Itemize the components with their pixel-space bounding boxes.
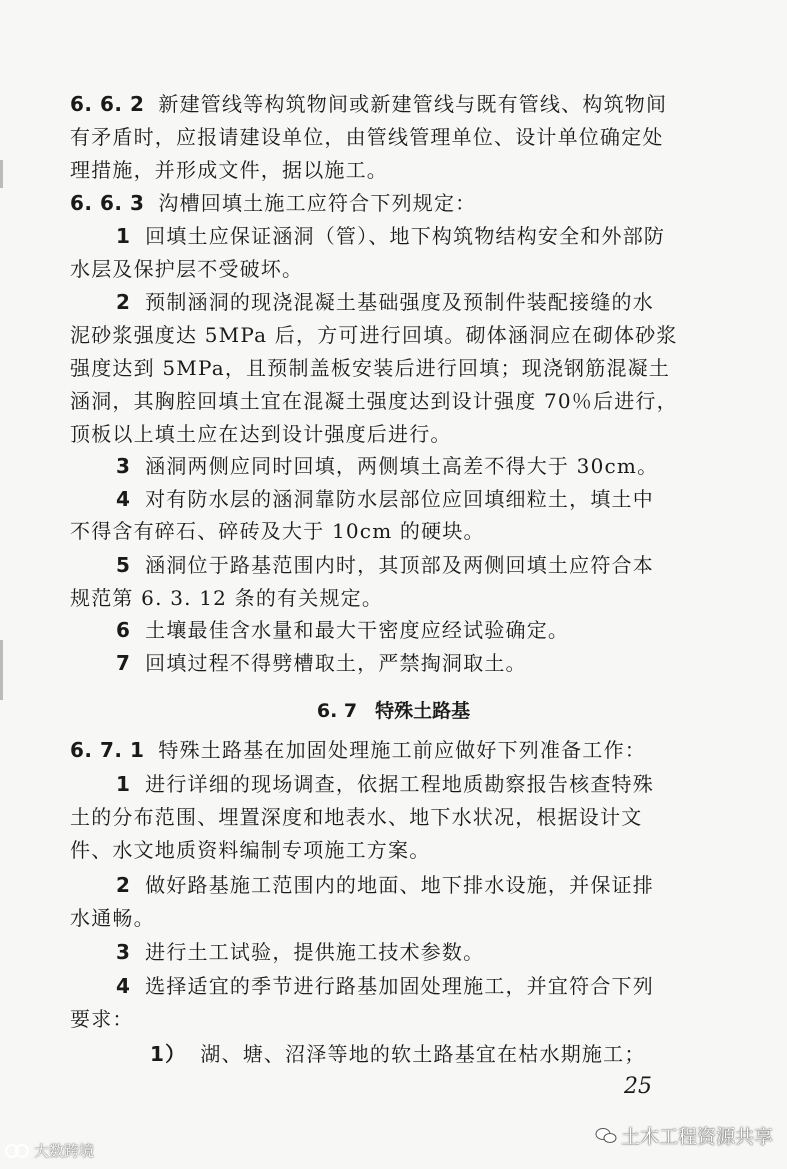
clause-6-6-3-intro: 6. 6. 3 沟槽回填土施工应符合下列规定： bbox=[70, 191, 477, 215]
wechat-icon bbox=[595, 1127, 617, 1145]
item-6-line-1: 6 土壤最佳含水量和最大干密度应经试验确定。 bbox=[116, 618, 570, 642]
clause-number: 6. 7. 1 bbox=[70, 738, 145, 762]
clause-6-6-2-line-3: 理措施，并形成文件，据以施工。 bbox=[70, 158, 388, 182]
item-2-line-3: 强度达到 5MPa，且预制盖板安装后进行回填；现浇钢筋混凝土 bbox=[70, 356, 671, 380]
clause-6-7-1-intro: 6. 7. 1 特殊土路基在加固处理施工前应做好下列准备工作： bbox=[70, 738, 646, 762]
prep-item-3-line-1: 3 进行土工试验，提供施工技术参数。 bbox=[116, 940, 485, 964]
section-heading: 6. 7 特殊土路基 bbox=[316, 700, 471, 722]
watermark-right bbox=[595, 1122, 773, 1149]
item-1-line-2: 水层及保护层不受破坏。 bbox=[70, 257, 304, 281]
platform-logo-icon bbox=[4, 1143, 30, 1159]
prep-item-2-line-2: 水通畅。 bbox=[70, 906, 155, 930]
watermark-right-text: 土木工程资源共享 bbox=[621, 1126, 774, 1148]
watermark-left-text: 大数跨境 bbox=[34, 1142, 95, 1160]
prep-item-2-line-1: 2 做好路基施工范围内的地面、地下排水设施，并保证排 bbox=[116, 873, 654, 897]
prep-item-1-line-1: 1 进行详细的现场调查，依据工程地质勘察报告核查特殊 bbox=[116, 772, 654, 796]
prep-item-1-line-2: 土的分布范围、埋置深度和地表水、地下水状况，根据设计文 bbox=[70, 805, 643, 829]
clause-number: 6. 6. 2 bbox=[70, 92, 145, 116]
clause-number: 6. 6. 3 bbox=[70, 191, 145, 215]
item-2-line-5: 顶板以上填土应在达到设计强度后进行。 bbox=[70, 422, 452, 446]
item-3-line-1: 3 涵洞两侧应同时回填，两侧填土高差不得大于 30cm。 bbox=[116, 454, 659, 478]
item-2-line-4: 涵洞，其胸腔回填土宜在混凝土强度达到设计强度 70％后进行， bbox=[70, 389, 678, 413]
item-7-line-1: 7 回填过程不得劈槽取土，严禁掏洞取土。 bbox=[116, 651, 527, 675]
prep-subitem-1: 1） 湖、塘、沼泽等地的软土路基宜在枯水期施工； bbox=[150, 1042, 646, 1066]
clause-6-6-2-line-1: 6. 6. 2 新建管线等构筑物间或新建管线与既有管线、构筑物间 bbox=[70, 92, 668, 116]
watermark-left bbox=[4, 1140, 94, 1161]
item-4-line-2: 不得含有碎石、碎砖及大于 10cm 的硬块。 bbox=[70, 519, 485, 543]
clause-6-6-2-line-2: 有矛盾时，应报请建设单位，由管线管理单位、设计单位确定处 bbox=[70, 125, 664, 149]
prep-item-4-line-2: 要求： bbox=[70, 1007, 134, 1031]
item-4-line-1: 4 对有防水层的涵洞靠防水层部位应回填细粒土，填土中 bbox=[116, 487, 654, 511]
page-number: 25 bbox=[624, 1074, 652, 1099]
scan-edge-mark bbox=[0, 640, 3, 700]
item-5-line-1: 5 涵洞位于路基范围内时，其顶部及两侧回填土应符合本 bbox=[116, 553, 654, 577]
item-1-line-1: 1 回填土应保证涵洞（管）、地下构筑物结构安全和外部防 bbox=[116, 224, 666, 248]
scan-edge-mark bbox=[0, 160, 3, 188]
prep-item-4-line-1: 4 选择适宜的季节进行路基加固处理施工，并宜符合下列 bbox=[116, 974, 654, 998]
item-2-line-1: 2 预制涵洞的现浇混凝土基础强度及预制件装配接缝的水 bbox=[116, 290, 654, 314]
item-2-line-2: 泥砂浆强度达 5MPa 后，方可进行回填。砌体涵洞应在砌体砂浆 bbox=[70, 323, 678, 347]
prep-item-1-line-3: 件、水文地质资料编制专项施工方案。 bbox=[70, 838, 431, 862]
item-5-line-2: 规范第 6. 3. 12 条的有关规定。 bbox=[70, 586, 384, 610]
